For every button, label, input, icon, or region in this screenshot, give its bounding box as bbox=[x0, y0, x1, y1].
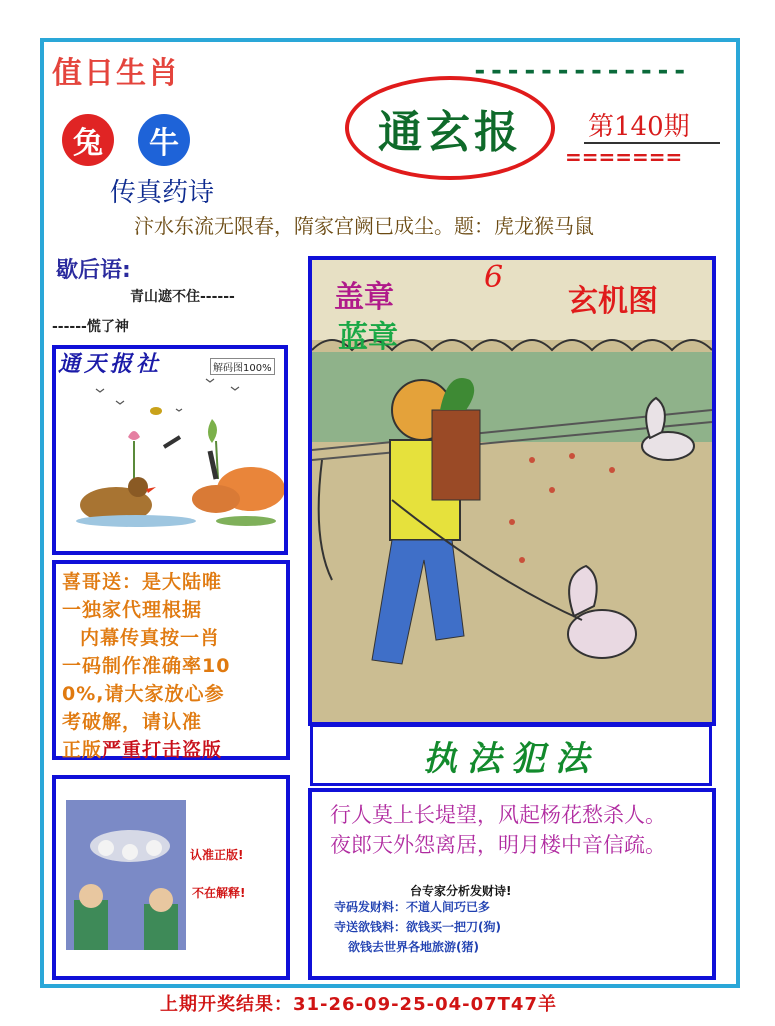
promo-line-4: 一码制作准确率10 bbox=[62, 655, 231, 677]
zodiac-ox: 牛 bbox=[138, 114, 190, 166]
page-title: 通玄报 bbox=[378, 107, 522, 158]
promo-last-prefix: 正版 bbox=[62, 739, 103, 761]
promo-line-7 bbox=[62, 736, 280, 764]
promo-line-2: 一独家代理根据 bbox=[62, 599, 203, 621]
warning-line2: 不在解释! bbox=[192, 886, 246, 900]
lanzhang-label: 蓝章 bbox=[338, 320, 398, 355]
issue-underline bbox=[584, 142, 720, 144]
tiantian-badge: 解码图100% bbox=[210, 358, 275, 375]
xuanji-label: 玄机图 bbox=[568, 284, 658, 319]
promo-line-1: 喜哥送：是大陆唯 bbox=[62, 571, 223, 593]
zhiri-label: 值日生肖 bbox=[52, 56, 180, 91]
tiantian-title: 通天报社 bbox=[58, 351, 163, 377]
expert-line1: 寺码发财料：不道人间巧已多 bbox=[334, 900, 491, 914]
number-six: 6 bbox=[484, 260, 504, 295]
zodiac-rabbit: 兔 bbox=[62, 114, 114, 166]
duck-lotus-illustration bbox=[56, 349, 284, 551]
issue-double-lines: ======= bbox=[565, 145, 683, 169]
warning-line1: 认准正版! bbox=[190, 848, 244, 862]
promo-line-3: 内幕传真按一肖 bbox=[80, 627, 221, 649]
title-oval bbox=[345, 76, 555, 180]
promo-box bbox=[52, 560, 290, 760]
poem2 bbox=[330, 800, 666, 860]
promo-line-6: 考破解，请认准 bbox=[62, 711, 203, 733]
issue-number: 第140期 bbox=[588, 112, 690, 142]
poem2-line1: 行人莫上长堤望，风起杨花愁杀人。 bbox=[330, 803, 666, 827]
surgeons-drawing bbox=[66, 800, 186, 950]
top-dashes: ------------- bbox=[472, 56, 689, 86]
zhifa-text: 执法犯法 bbox=[423, 738, 599, 779]
poem2-line2: 夜郎天外怨离居，明月楼中音信疏。 bbox=[330, 833, 666, 857]
expert-line2: 寺送欲钱料：欲钱买一把刀(狗) bbox=[334, 920, 501, 934]
chuanzhen-label: 传真药诗 bbox=[110, 178, 215, 208]
xiehouyu-line2: ------慌了神 bbox=[52, 319, 129, 335]
xiehouyu-line1: 青山遮不住------ bbox=[130, 289, 235, 305]
promo-last-red: 严重打击盗版 bbox=[102, 739, 223, 761]
promo-line-5: 0%,请大家放心参 bbox=[62, 683, 225, 705]
last-result: 上期开奖结果：31-26-09-25-04-07T47羊 bbox=[160, 994, 557, 1015]
gaizhang-label: 盖章 bbox=[334, 280, 394, 315]
poem-line: 汴水东流无限春，隋家宫阙已成尘。题：虎龙猴马鼠 bbox=[134, 214, 594, 238]
zhifa-box bbox=[310, 724, 712, 786]
xiehouyu-heading: 歇后语: bbox=[56, 258, 131, 283]
expert-title: 台专家分析发财诗! bbox=[410, 884, 512, 898]
surgeons-illustration bbox=[66, 800, 186, 950]
expert-line3: 欲钱去世界各地旅游(猪) bbox=[348, 940, 479, 954]
